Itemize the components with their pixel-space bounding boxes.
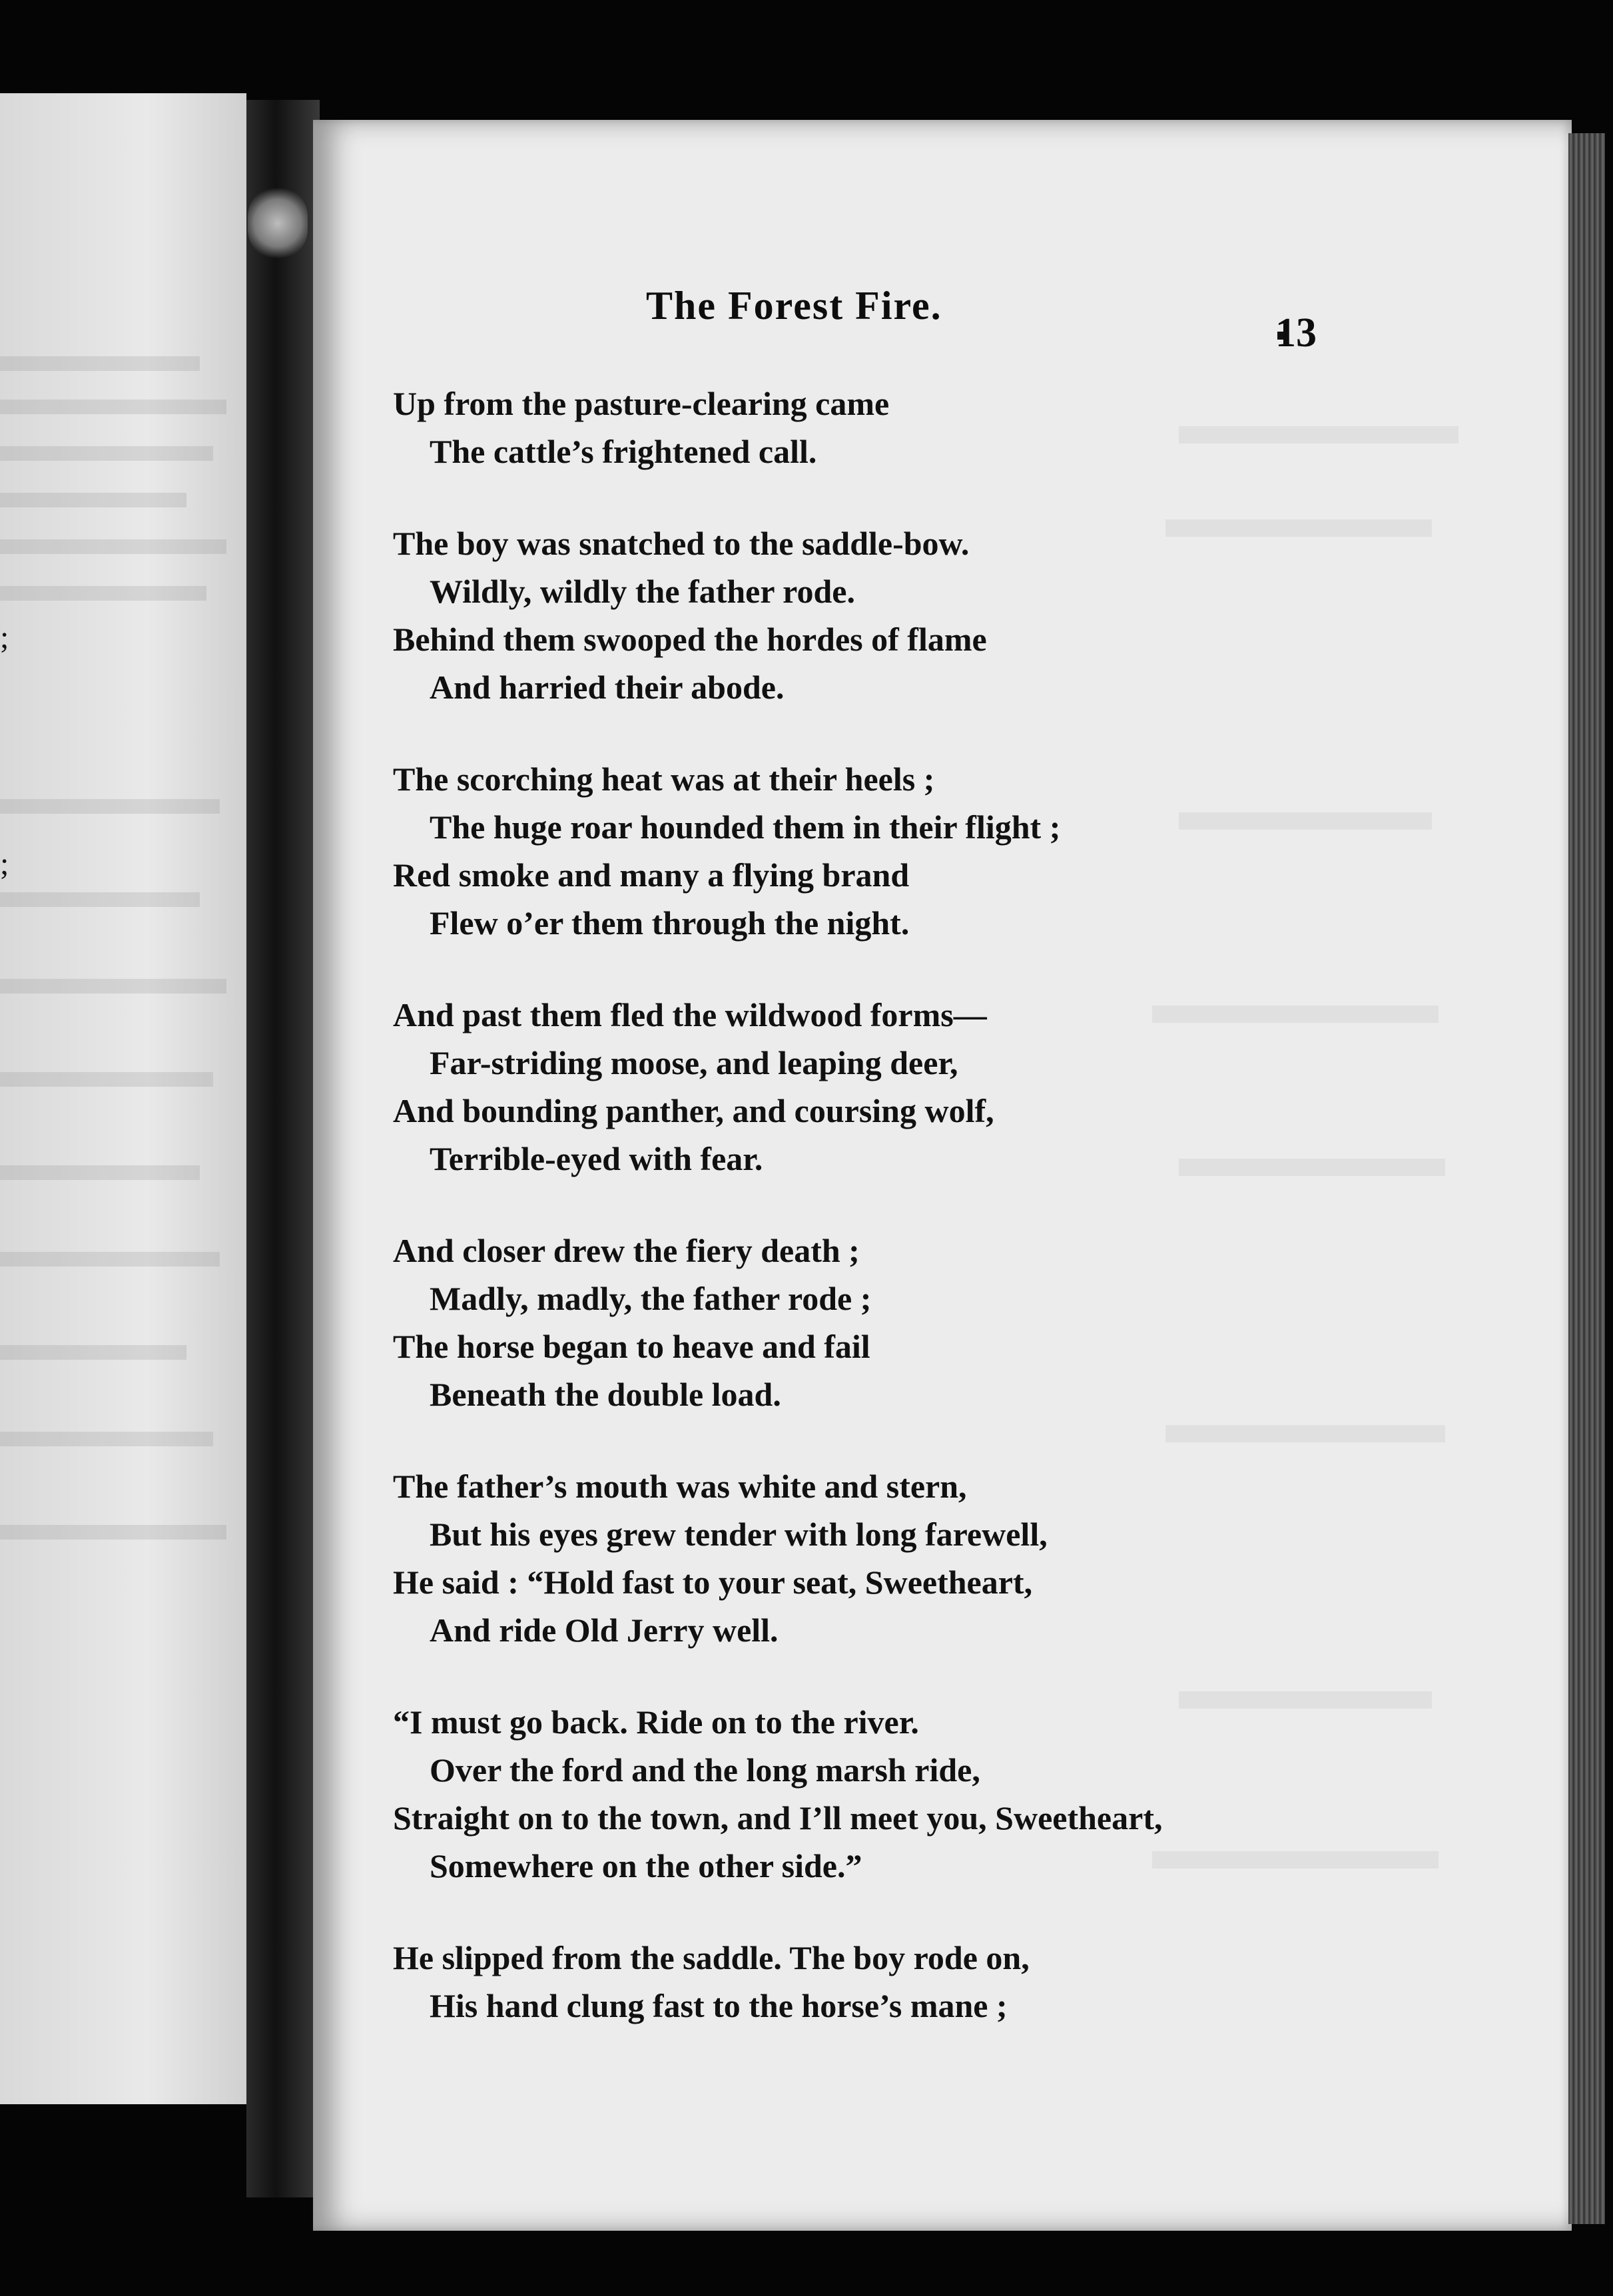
- poem-line: The huge roar hounded them in their flight ;: [430, 808, 1061, 846]
- left-page-semicolon: ;: [0, 620, 9, 655]
- poem-line: Far-striding moose, and leaping deer,: [430, 1044, 958, 1081]
- poem-line: And ride Old Jerry well.: [430, 1611, 779, 1649]
- poem-line: And harried their abode.: [430, 669, 785, 706]
- left-ghost-line: [0, 586, 206, 601]
- poem-line: The scorching heat was at their heels ;: [393, 760, 935, 798]
- poem-line: And past them fled the wildwood forms—: [393, 996, 987, 1033]
- left-ghost-line: [0, 539, 226, 554]
- poem-stanza: [393, 519, 1392, 711]
- poem-line: Straight on to the town, and I’ll meet you, Sweetheart,: [393, 1799, 1163, 1837]
- poem-stanza: [393, 380, 1392, 475]
- left-ghost-line: [0, 1165, 200, 1180]
- poem-line: The cattle’s frightened call.: [430, 433, 817, 470]
- poem-line: His hand clung fast to the horse’s mane ;: [430, 1987, 1008, 2024]
- poem-stanza: [393, 1462, 1392, 1654]
- left-ghost-line: [0, 1432, 213, 1446]
- left-ghost-line: [0, 356, 200, 371]
- left-ghost-line: [0, 892, 200, 907]
- poem-stanza: [393, 755, 1392, 947]
- left-page-fragment: [0, 93, 246, 2104]
- poem-line: And closer drew the fiery death ;: [393, 1232, 860, 1269]
- poem-line: Flew o’er them through the night.: [430, 904, 910, 942]
- poem-stanza: [393, 1698, 1392, 1890]
- poem-line: The father’s mouth was white and stern,: [393, 1468, 967, 1505]
- poem-line: The boy was snatched to the saddle-bow.: [393, 525, 970, 562]
- poem-stanza: [393, 1934, 1392, 2030]
- poem-body: [393, 380, 1392, 2074]
- page-number: 13: [1275, 310, 1317, 356]
- book-gutter: [246, 100, 320, 2197]
- poem-line: But his eyes grew tender with long farewell,: [430, 1516, 1048, 1553]
- poem-line: He slipped from the saddle. The boy rode on,: [393, 1939, 1030, 1976]
- left-ghost-line: [0, 400, 226, 414]
- poem-stanza: [393, 991, 1392, 1183]
- left-ghost-line: [0, 446, 213, 461]
- left-ghost-line: [0, 493, 186, 507]
- poem-line: Terrible-eyed with fear.: [430, 1140, 763, 1177]
- poem-line: Over the ford and the long marsh ride,: [430, 1751, 980, 1789]
- left-page-semicolon: ;: [0, 846, 9, 882]
- poem-line: He said : “Hold fast to your seat, Sweetheart,: [393, 1564, 1033, 1601]
- poem-stanza: [393, 1227, 1392, 1418]
- poem-line: Red smoke and many a flying brand: [393, 856, 910, 894]
- poem-line: “I must go back. Ride on to the river.: [393, 1703, 919, 1741]
- poem-line: And bounding panther, and coursing wolf,: [393, 1092, 994, 1129]
- left-page-bleed-text: [0, 93, 246, 2104]
- poem-line: Somewhere on the other side.”: [430, 1847, 862, 1884]
- poem-line: Up from the pasture-clearing came: [393, 385, 890, 422]
- paper-damage-spot: [248, 186, 308, 260]
- left-ghost-line: [0, 1252, 220, 1267]
- poem-line: Wildly, wildly the father rode.: [430, 573, 855, 610]
- poem-line: The horse began to heave and fail: [393, 1328, 870, 1365]
- running-head: The Forest Fire.: [646, 284, 942, 328]
- left-ghost-line: [0, 1345, 186, 1360]
- poem-line: Beneath the double load.: [430, 1376, 781, 1413]
- poem-line: Behind them swooped the hordes of flame: [393, 621, 987, 658]
- left-ghost-line: [0, 799, 220, 814]
- left-ghost-line: [0, 1525, 226, 1540]
- left-ghost-line: [0, 979, 226, 994]
- poem-line: Madly, madly, the father rode ;: [430, 1280, 872, 1317]
- page-stack-edge: [1568, 133, 1605, 2224]
- left-ghost-line: [0, 1072, 213, 1087]
